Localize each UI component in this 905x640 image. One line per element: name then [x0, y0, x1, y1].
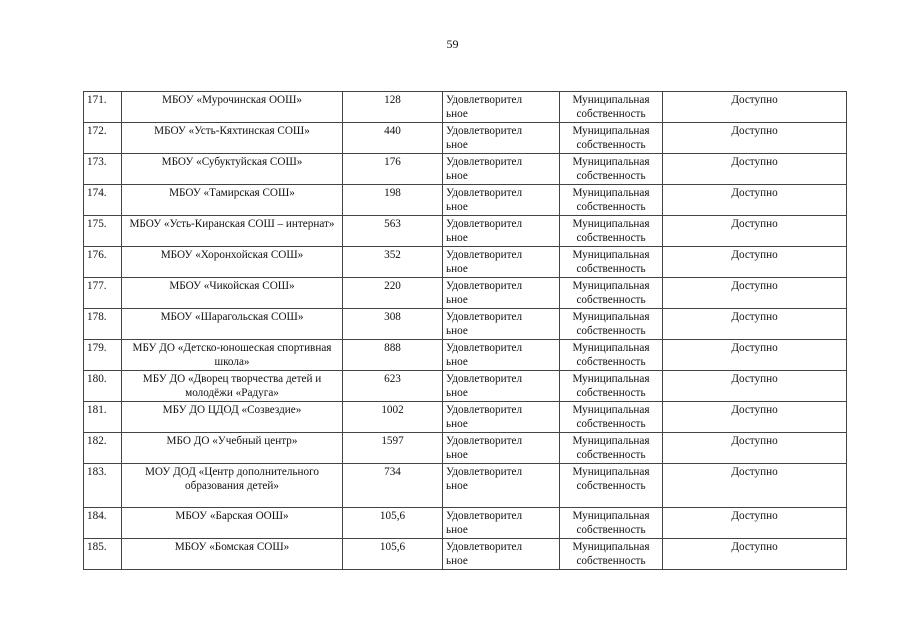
institution-name-cell: МБОУ «Субуктуйская СОШ» [122, 154, 343, 185]
condition-cell: Удовлетворител ьное [443, 247, 560, 278]
row-number-cell: 182. [84, 433, 122, 464]
condition-cell: Удовлетворител ьное [443, 464, 560, 508]
table-row [84, 508, 847, 539]
count-cell: 198 [343, 185, 443, 216]
count-cell: 308 [343, 309, 443, 340]
institution-name-cell: МБОУ «Хоронхойская СОШ» [122, 247, 343, 278]
page-number: 59 [446, 37, 459, 51]
row-number-cell: 184. [84, 508, 122, 539]
table-row [84, 309, 847, 340]
condition-cell: Удовлетворител ьное [443, 508, 560, 539]
row-number-cell: 180. [84, 371, 122, 402]
condition-cell: Удовлетворител ьное [443, 185, 560, 216]
row-number-cell: 176. [84, 247, 122, 278]
ownership-cell: Муниципальная собственность [560, 92, 663, 123]
condition-cell: Удовлетворител ьное [443, 433, 560, 464]
count-cell: 128 [343, 92, 443, 123]
ownership-cell: Муниципальная собственность [560, 464, 663, 508]
ownership-cell: Муниципальная собственность [560, 340, 663, 371]
table-row [84, 433, 847, 464]
accessibility-cell: Доступно [663, 185, 847, 216]
table-row [84, 371, 847, 402]
institution-name-cell: МОУ ДОД «Центр дополнительного образования детей» [122, 464, 343, 508]
ownership-cell: Муниципальная собственность [560, 123, 663, 154]
accessibility-cell: Доступно [663, 92, 847, 123]
table-row [84, 464, 847, 508]
row-number-cell: 183. [84, 464, 122, 508]
institution-name-cell: МБОУ «Мурочинская ООШ» [122, 92, 343, 123]
count-cell: 352 [343, 247, 443, 278]
ownership-cell: Муниципальная собственность [560, 539, 663, 570]
condition-cell: Удовлетворител ьное [443, 340, 560, 371]
accessibility-cell: Доступно [663, 340, 847, 371]
count-cell: 176 [343, 154, 443, 185]
table-row [84, 185, 847, 216]
institution-name-cell: МБОУ «Тамирская СОШ» [122, 185, 343, 216]
ownership-cell: Муниципальная собственность [560, 508, 663, 539]
table-row [84, 340, 847, 371]
accessibility-cell: Доступно [663, 154, 847, 185]
table-row [84, 123, 847, 154]
accessibility-cell: Доступно [663, 433, 847, 464]
row-number-cell: 178. [84, 309, 122, 340]
objects-table [83, 91, 847, 570]
row-number-cell: 172. [84, 123, 122, 154]
institution-name-cell: МБОУ «Шарагольская СОШ» [122, 309, 343, 340]
condition-cell: Удовлетворител ьное [443, 123, 560, 154]
institution-name-cell: МБОУ «Усть-Кяхтинская СОШ» [122, 123, 343, 154]
row-number-cell: 171. [84, 92, 122, 123]
condition-cell: Удовлетворител ьное [443, 309, 560, 340]
row-number-cell: 174. [84, 185, 122, 216]
table-row [84, 247, 847, 278]
condition-cell: Удовлетворител ьное [443, 371, 560, 402]
count-cell: 563 [343, 216, 443, 247]
count-cell: 440 [343, 123, 443, 154]
count-cell: 623 [343, 371, 443, 402]
row-number-cell: 181. [84, 402, 122, 433]
row-number-cell: 185. [84, 539, 122, 570]
ownership-cell: Муниципальная собственность [560, 371, 663, 402]
ownership-cell: Муниципальная собственность [560, 402, 663, 433]
accessibility-cell: Доступно [663, 464, 847, 508]
row-number-cell: 177. [84, 278, 122, 309]
ownership-cell: Муниципальная собственность [560, 247, 663, 278]
institution-name-cell: МБУ ДО ЦДОД «Созвездие» [122, 402, 343, 433]
ownership-cell: Муниципальная собственность [560, 185, 663, 216]
condition-cell: Удовлетворител ьное [443, 402, 560, 433]
count-cell: 1002 [343, 402, 443, 433]
table-row [84, 154, 847, 185]
condition-cell: Удовлетворител ьное [443, 92, 560, 123]
condition-cell: Удовлетворител ьное [443, 539, 560, 570]
ownership-cell: Муниципальная собственность [560, 216, 663, 247]
table-row [84, 92, 847, 123]
accessibility-cell: Доступно [663, 508, 847, 539]
institution-name-cell: МБУ ДО «Детско-юношеская спортивная школа» [122, 340, 343, 371]
institution-name-cell: МБОУ «Бомская СОШ» [122, 539, 343, 570]
table-row [84, 539, 847, 570]
count-cell: 220 [343, 278, 443, 309]
count-cell: 105,6 [343, 539, 443, 570]
ownership-cell: Муниципальная собственность [560, 309, 663, 340]
condition-cell: Удовлетворител ьное [443, 278, 560, 309]
table-row [84, 402, 847, 433]
institution-name-cell: МБОУ «Усть-Киранская СОШ – интернат» [122, 216, 343, 247]
count-cell: 888 [343, 340, 443, 371]
table-row [84, 278, 847, 309]
accessibility-cell: Доступно [663, 539, 847, 570]
institution-name-cell: МБУ ДО «Дворец творчества детей и молодёжи «Радуга» [122, 371, 343, 402]
table-row [84, 216, 847, 247]
accessibility-cell: Доступно [663, 371, 847, 402]
count-cell: 105,6 [343, 508, 443, 539]
institution-name-cell: МБОУ «Барская ООШ» [122, 508, 343, 539]
ownership-cell: Муниципальная собственность [560, 278, 663, 309]
ownership-cell: Муниципальная собственность [560, 433, 663, 464]
accessibility-cell: Доступно [663, 402, 847, 433]
accessibility-cell: Доступно [663, 247, 847, 278]
row-number-cell: 175. [84, 216, 122, 247]
accessibility-cell: Доступно [663, 278, 847, 309]
accessibility-cell: Доступно [663, 309, 847, 340]
institution-name-cell: МБО ДО «Учебный центр» [122, 433, 343, 464]
count-cell: 734 [343, 464, 443, 508]
condition-cell: Удовлетворител ьное [443, 154, 560, 185]
condition-cell: Удовлетворител ьное [443, 216, 560, 247]
table-body [84, 92, 847, 570]
count-cell: 1597 [343, 433, 443, 464]
institution-name-cell: МБОУ «Чикойская СОШ» [122, 278, 343, 309]
row-number-cell: 179. [84, 340, 122, 371]
row-number-cell: 173. [84, 154, 122, 185]
accessibility-cell: Доступно [663, 123, 847, 154]
ownership-cell: Муниципальная собственность [560, 154, 663, 185]
accessibility-cell: Доступно [663, 216, 847, 247]
